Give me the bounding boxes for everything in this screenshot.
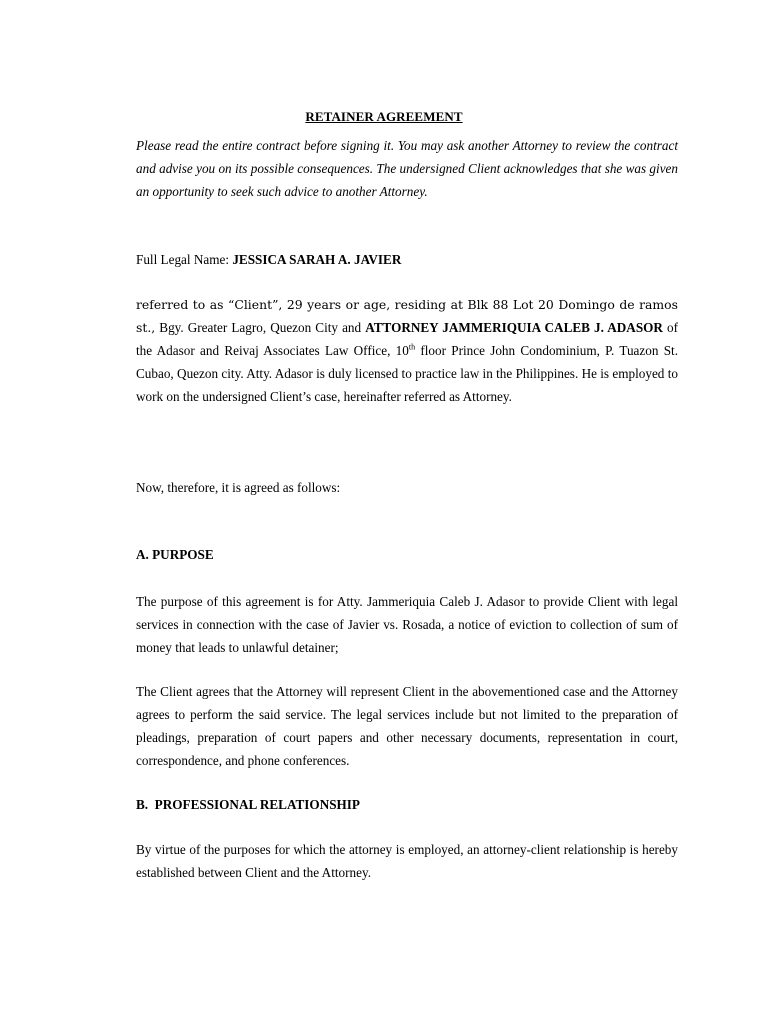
- parties-text-1: referred to as “Client”, 29 years or age, residing at Blk 88 Lot 20 Domingo de ramos st.,: [136, 297, 678, 335]
- parties-text-4: floor Prince John Condominium, P. Tuazon St. Cubao, Quezon city. Atty. Adasor is duly licensed to practice law in the Philippines. He is employed to work on the undersigned Client’s case, hereinafter referred as Attorney.: [136, 343, 678, 404]
- full-name-line: [136, 248, 678, 271]
- full-name-label: Full Legal Name:: [136, 252, 230, 267]
- section-a-heading: A. PURPOSE: [136, 547, 214, 562]
- full-name-value: JESSICA SARAH A. JAVIER: [232, 252, 402, 267]
- agreed-line: Now, therefore, it is agreed as follows:: [136, 480, 341, 495]
- section-a-paragraph-2: The Client agrees that the Attorney will represent Client in the abovementioned case and the Attorney agrees to perform the said service. The legal services include but not limited to the preparation of pleadings, preparation of court papers and other necessary documents, representation in court, correspondence, and phone conferences.: [136, 684, 678, 768]
- section-a-paragraph-1: The purpose of this agreement is for Atty. Jammeriquia Caleb J. Adasor to provide Client with legal services in connection with the case of Javier vs. Rosada, a notice of eviction to collection of sum of money that leads to unlawful detainer;: [136, 594, 678, 655]
- parties-text-2: Bgy. Greater Lagro, Quezon City and: [155, 320, 366, 335]
- intro-paragraph: Please read the entire contract before signing it. You may ask another Attorney to review the contract and advise you on its possible consequences. The undersigned Client acknowledges that she was given an opportunity to seek such advice to another Attorney.: [136, 138, 678, 199]
- document-title: RETAINER AGREEMENT: [305, 109, 463, 124]
- section-b-heading: B. PROFESSIONAL RELATIONSHIP: [136, 797, 360, 812]
- parties-paragraph: [136, 293, 678, 408]
- parties-text-3: of the Adasor and Reivaj Associates Law Office, 10: [136, 320, 678, 358]
- attorney-name: ATTORNEY JAMMERIQUIA CALEB J. ADASOR: [365, 320, 663, 335]
- floor-superscript: th: [408, 342, 416, 352]
- section-b-paragraph-1: By virtue of the purposes for which the attorney is employed, an attorney-client relationship is hereby established between Client and the Attorney.: [136, 842, 678, 880]
